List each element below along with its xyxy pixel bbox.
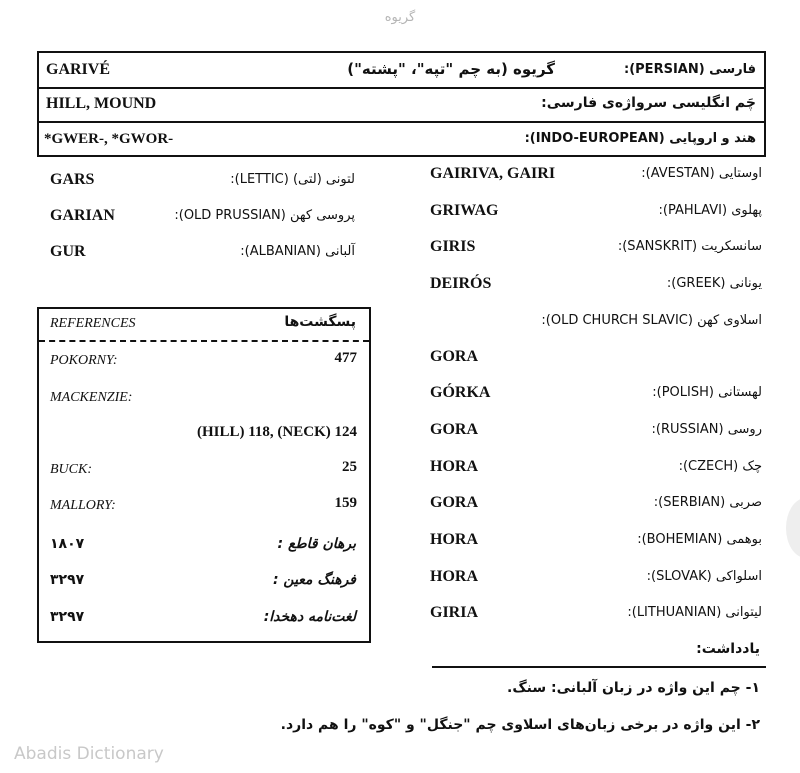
- page-title: گریوه: [384, 10, 416, 25]
- lang-label-old-church-slavic: اسلاوی کهن (OLD CHURCH SLAVIC):: [541, 313, 762, 328]
- ref-name-mallory: MALLORY:: [50, 498, 116, 513]
- lang-word-old-church-slavic: GORA: [430, 348, 478, 365]
- note-1: ۱- چم این واژه در زبان آلبانی: سنگ.: [507, 680, 760, 696]
- ref-name-buck: BUCK:: [50, 462, 92, 477]
- lang-word-russian: GORA: [430, 421, 478, 438]
- lang-word-serbian: GORA: [430, 494, 478, 511]
- note-2: ۲- این واژه در برخی زبان‌های اسلاوی چم "جنگل" و "کوه" را هم دارد.: [280, 717, 760, 733]
- lang-word-avestan: GAIRIVA, GAIRI: [430, 165, 556, 182]
- references-dashed-divider: [39, 340, 369, 342]
- lang-label-slovak: اسلواکی (SLOVAK):: [646, 569, 762, 584]
- lang-word-lithuanian: GIRIA: [430, 604, 479, 621]
- lang-label-russian: روسی (RUSSIAN):: [651, 422, 762, 437]
- lang-word-sanskrit: GIRIS: [430, 238, 476, 255]
- lang-label-albanian: آلبانی (ALBANIAN):: [240, 244, 355, 259]
- references-title-fa: پسگشت‌ها: [284, 314, 356, 330]
- ref-name-borhan: برهان قاطع :: [277, 536, 356, 552]
- lang-label-lettic: لتونی (لتی) (LETTIC):: [230, 172, 355, 187]
- header-divider-2: [37, 121, 766, 123]
- persian-label: فارسی (PERSIAN):: [624, 62, 756, 77]
- notes-underline: [432, 666, 766, 668]
- indo-european-root: *GWER-, *GWOR-: [44, 131, 174, 147]
- lang-label-bohemian: بوهمی (BOHEMIAN):: [637, 532, 762, 547]
- persian-latin-word: GARIVÉ: [46, 61, 111, 78]
- lang-word-albanian: GUR: [50, 243, 86, 260]
- lang-word-old-prussian: GARIAN: [50, 207, 115, 224]
- ref-value-buck: 25: [342, 459, 357, 475]
- header-divider-1: [37, 87, 766, 89]
- lang-word-greek: DEIRÓS: [430, 275, 492, 292]
- lang-label-czech: چک (CZECH):: [678, 459, 762, 474]
- lang-label-polish: لهستانی (POLISH):: [652, 385, 762, 400]
- lang-word-pahlavi: GRIWAG: [430, 202, 499, 219]
- ref-value-dehkhoda: ۳۲۹۷: [50, 609, 85, 625]
- english-meaning-label: چَم انگلیسی سرواژه‌ی فارسی:: [541, 95, 756, 111]
- ref-value-moin: ۳۲۹۷: [50, 572, 85, 588]
- english-meaning: HILL, MOUND: [46, 95, 157, 112]
- ref-value-borhan: ۱۸۰۷: [50, 536, 85, 552]
- ref-value-mallory: 159: [334, 495, 357, 511]
- ref-name-mackenzie: MACKENZIE:: [50, 390, 133, 405]
- ref-name-pokorny: POKORNY:: [50, 353, 118, 368]
- side-scroll-handle[interactable]: [786, 498, 800, 558]
- references-title: REFERENCES: [50, 316, 136, 331]
- ref-name-moin: فرهنگ معین :: [272, 572, 356, 588]
- watermark: Abadis Dictionary: [14, 744, 164, 764]
- lang-label-pahlavi: پهلوی (PAHLAVI):: [658, 203, 762, 218]
- lang-word-lettic: GARS: [50, 171, 95, 188]
- ref-value-mackenzie: (HILL) 118, (NECK) 124: [196, 424, 357, 440]
- ref-name-dehkhoda: لغت‌نامه دهخدا:: [263, 609, 356, 625]
- lang-label-serbian: صربی (SERBIAN):: [653, 495, 762, 510]
- persian-word: گریوه (به چم "تپه"، "پشته"): [347, 60, 555, 78]
- notes-title: یادداشت:: [696, 641, 760, 657]
- ref-value-pokorny: 477: [334, 350, 357, 366]
- lang-label-old-prussian: پروسی کهن (OLD PRUSSIAN):: [174, 208, 355, 223]
- lang-label-avestan: اوستایی (AVESTAN):: [641, 166, 762, 181]
- lang-label-greek: یونانی (GREEK):: [666, 276, 762, 291]
- indo-european-label: هند و اروپایی (INDO-EUROPEAN):: [524, 131, 756, 146]
- lang-word-bohemian: HORA: [430, 531, 478, 548]
- lang-word-slovak: HORA: [430, 568, 478, 585]
- lang-label-sanskrit: سانسکریت (SANSKRIT):: [617, 239, 762, 254]
- lang-label-lithuanian: لیتوانی (LITHUANIAN):: [627, 605, 762, 620]
- lang-word-polish: GÓRKA: [430, 384, 491, 401]
- lang-word-czech: HORA: [430, 458, 478, 475]
